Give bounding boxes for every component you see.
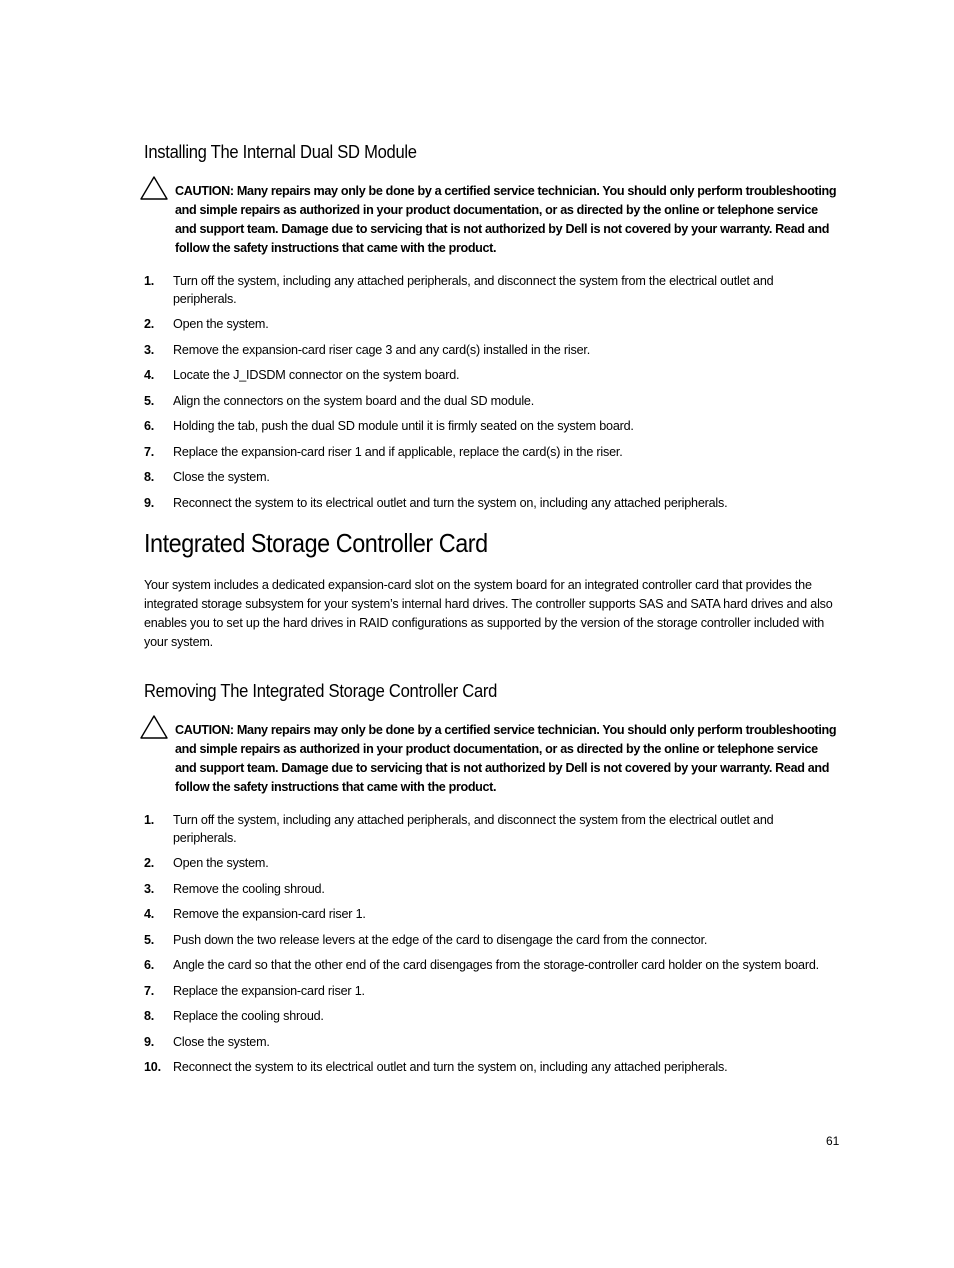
step-text: Reconnect the system to its electrical outlet and turn the system on, including any attached peripherals. [173,495,728,510]
step-number: 7. [144,983,155,998]
remove-steps-list [144,812,840,1077]
list-item [144,1059,840,1077]
step-number: 3. [144,881,155,896]
step-text: Holding the tab, push the dual SD module until it is firmly seated on the system board. [173,419,634,433]
step-number: 6. [144,419,155,433]
list-item [144,444,840,462]
step-text: Turn off the system, including any attached peripherals, and disconnect the system from the electrical outlet and peripherals. [173,813,774,845]
step-number: 6. [144,958,155,972]
list-item [144,367,840,385]
step-number: 9. [144,495,155,510]
list-item [144,906,840,924]
step-text: Push down the two release levers at the edge of the card to disengage the card from the connector. [173,932,708,947]
step-number: 5. [144,393,155,408]
step-text: Open the system. [173,317,269,331]
caution-note [144,721,840,797]
step-number: 4. [144,368,155,382]
list-item [144,983,840,1001]
step-number: 1. [144,813,155,827]
list-item [144,932,840,950]
step-text: Reconnect the system to its electrical outlet and turn the system on, including any attached peripherals. [173,1060,728,1074]
step-number: 2. [144,317,155,331]
step-text: Replace the expansion-card riser 1. [173,983,365,998]
section-heading-remove-storage-controller: Removing The Integrated Storage Controller Card [144,681,498,701]
section-heading-install-dual-sd: Installing The Internal Dual SD Module [144,142,417,162]
caution-triangle-icon [139,714,169,740]
step-text: Remove the expansion-card riser cage 3 and any card(s) installed in the riser. [173,342,591,357]
caution-text: CAUTION: Many repairs may only be done by a certified service technician. You should only perform troubleshooting and simple repairs as authorized in your product documentation, or as directed by the online or telephone service and support team. Damage due to servicing that is not authorized by Dell is not covered by your warranty. Read and follow the safety instructions that came with the product. [175,184,837,255]
step-text: Remove the cooling shroud. [173,881,325,896]
list-item [144,812,840,847]
caution-text: CAUTION: Many repairs may only be done by a certified service technician. You should only perform troubleshooting and simple repairs as authorized in your product documentation, or as directed by the online or telephone service and support team. Damage due to servicing that is not authorized by Dell is not covered by your warranty. Read and follow the safety instructions that came with the product. [175,723,837,794]
step-number: 8. [144,470,155,484]
list-item [144,495,840,513]
step-text: Locate the J_IDSDM connector on the system board. [173,368,460,382]
step-number: 9. [144,1034,155,1049]
list-item [144,1034,840,1052]
list-item [144,855,840,873]
step-text: Align the connectors on the system board and the dual SD module. [173,393,535,408]
intro-paragraph: Your system includes a dedicated expansion-card slot on the system board for an integrated controller card that provides the integrated storage subsystem for your system’s internal hard drives. The controller supports SAS and SATA hard drives and also enables you to set up the hard drives in RAID configurations as supported by the version of the storage controller included with your system. [144,578,833,649]
step-text: Close the system. [173,470,270,484]
step-number: 10. [144,1060,161,1074]
step-text: Remove the expansion-card riser 1. [173,907,366,921]
step-number: 5. [144,932,155,947]
list-item [144,957,840,975]
section-heading-integrated-storage: Integrated Storage Controller Card [144,528,488,558]
list-item [144,418,840,436]
step-text: Angle the card so that the other end of the card disengages from the storage-controller card holder on the system board. [173,958,819,972]
step-text: Close the system. [173,1034,270,1049]
step-number: 1. [144,274,155,288]
list-item [144,342,840,360]
step-number: 2. [144,856,155,870]
step-number: 3. [144,342,155,357]
step-text: Replace the cooling shroud. [173,1009,324,1023]
step-number: 8. [144,1009,155,1023]
list-item [144,1008,840,1026]
list-item [144,469,840,487]
list-item [144,316,840,334]
list-item [144,273,840,308]
list-item [144,393,840,411]
caution-note [144,182,840,258]
page-number: 61 [826,1134,840,1148]
step-text: Open the system. [173,856,269,870]
step-number: 4. [144,907,155,921]
step-number: 7. [144,444,155,459]
list-item [144,881,840,899]
step-text: Replace the expansion-card riser 1 and if applicable, replace the card(s) in the riser. [173,444,623,459]
step-text: Turn off the system, including any attached peripherals, and disconnect the system from the electrical outlet and peripherals. [173,274,774,306]
caution-triangle-icon [139,175,169,201]
install-steps-list [144,273,840,512]
